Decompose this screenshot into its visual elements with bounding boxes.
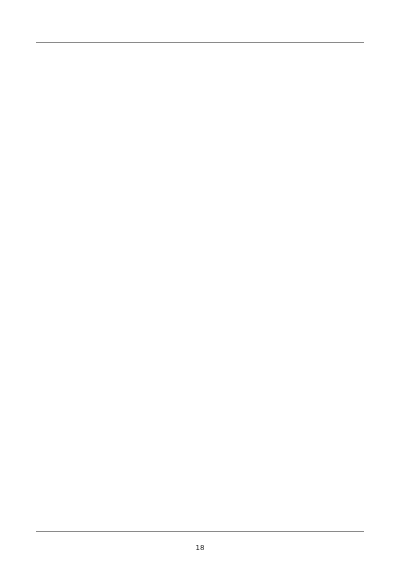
bottom-rule	[36, 531, 364, 532]
top-rule	[36, 42, 364, 43]
page-number: 18	[195, 544, 205, 552]
text-block-upper	[34, 52, 341, 270]
text-block-lower	[34, 285, 341, 525]
